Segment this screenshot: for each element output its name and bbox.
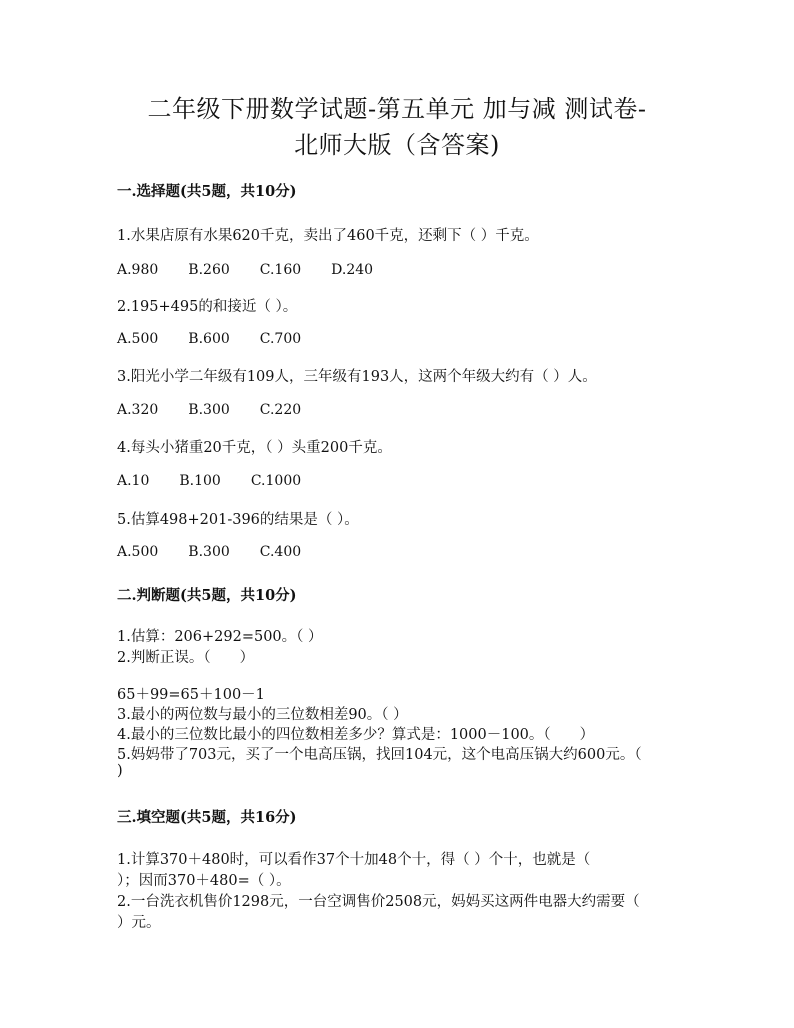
option: A.320 xyxy=(117,402,159,418)
fill-line-1: 1.计算370＋480时，可以看作37个十加48个十，得（ ）个十，也就是（ xyxy=(117,852,591,868)
option: B.260 xyxy=(188,262,230,278)
option: B.600 xyxy=(188,331,230,347)
judgement-line-3: 65＋99=65＋100－1 xyxy=(117,687,265,703)
judgement-line-6: 5.妈妈带了703元，买了一个电高压锅，找回104元，这个电高压锅大约600元。（ xyxy=(117,747,642,763)
judgement-line-5: 4.最小的三位数比最小的四位数相差多少？算式是：1000－100。（ ） xyxy=(117,727,595,743)
judgement-line-2: 2.判断正误。（ ） xyxy=(117,650,255,666)
option: C.1000 xyxy=(250,473,302,489)
doc-title-line-1: 二年级下册数学试题-第五单元 加与减 测试卷- xyxy=(147,95,647,123)
option: B.300 xyxy=(188,544,230,560)
option: B.300 xyxy=(188,402,230,418)
choice-options-4 xyxy=(117,473,331,489)
option: C.220 xyxy=(259,402,302,418)
fill-line-2: ）；因而370＋480=（ ）。 xyxy=(117,873,291,889)
option: A.980 xyxy=(117,262,159,278)
option: D.240 xyxy=(331,262,374,278)
choice-options-1 xyxy=(117,262,403,278)
section-heading-judgement: 二.判断题(共5题，共10分) xyxy=(117,587,297,604)
choice-question-3: 3.阳光小学二年级有109人，三年级有193人，这两个年级大约有（ ）人。 xyxy=(117,369,597,385)
judgement-line-1: 1.估算：206+292=500。（ ） xyxy=(117,629,323,645)
judgement-line-7: ) xyxy=(117,763,123,779)
choice-question-2: 2.195+495的和接近（ ）。 xyxy=(117,299,298,315)
option: A.500 xyxy=(117,331,159,347)
option: A.500 xyxy=(117,544,159,560)
choice-options-5 xyxy=(117,544,331,560)
section-heading-fill: 三.填空题(共5题，共16分) xyxy=(117,809,297,826)
choice-question-1: 1.水果店原有水果620千克，卖出了460千克，还剩下（ ）千克。 xyxy=(117,228,539,244)
option: C.700 xyxy=(259,331,302,347)
choice-options-2 xyxy=(117,331,331,347)
fill-line-4: ）元。 xyxy=(117,915,161,931)
fill-line-3: 2.一台洗衣机售价1298元，一台空调售价2508元，妈妈买这两件电器大约需要（ xyxy=(117,894,640,910)
judgement-line-4: 3.最小的两位数与最小的三位数相差90。（ ） xyxy=(117,707,408,723)
choice-question-5: 5.估算498+201-396的结果是（ ）。 xyxy=(117,512,359,528)
option: C.160 xyxy=(259,262,302,278)
option: B.100 xyxy=(179,473,221,489)
option: A.10 xyxy=(117,473,150,489)
option: C.400 xyxy=(259,544,302,560)
section-heading-choice: 一.选择题(共5题，共10分) xyxy=(117,183,297,200)
choice-question-4: 4.每头小猪重20千克，（ ）头重200千克。 xyxy=(117,440,392,456)
doc-title-line-2: 北师大版（含答案) xyxy=(294,131,500,159)
choice-options-3 xyxy=(117,402,331,418)
